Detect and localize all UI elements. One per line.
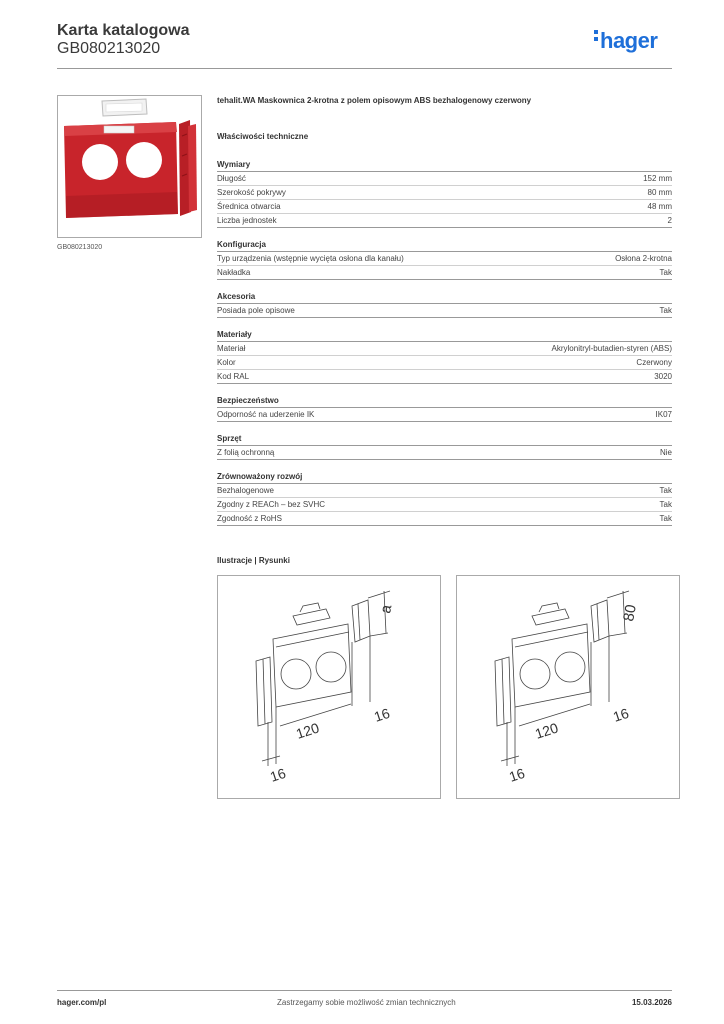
group-sustainability (217, 472, 672, 526)
dim-bottom-label: 16 (506, 764, 527, 785)
cover-plate-drawing-icon (218, 576, 440, 798)
group-title: Zrównoważony rozwój (217, 472, 672, 484)
spec-label: Z folią ochronną (217, 448, 275, 457)
spec-value: 80 mm (647, 188, 672, 197)
group-title: Materiały (217, 330, 672, 342)
logo-dots-icon (594, 30, 598, 44)
image-caption: GB080213020 (57, 244, 103, 251)
spec-label: Zgodność z RoHS (217, 514, 282, 523)
spec-value: Nie (659, 448, 672, 457)
logo-text: hager (600, 28, 658, 53)
spec-value: Tak (659, 486, 672, 495)
hager-logo (594, 28, 657, 54)
header-divider (57, 68, 672, 69)
spec-row (217, 342, 672, 356)
spec-row (217, 512, 672, 526)
spec-value: 2 (667, 216, 672, 225)
dim-width-label: 120 (293, 719, 322, 742)
spec-value: Tak (659, 500, 672, 509)
spec-value: 152 mm (643, 174, 672, 183)
spec-row (217, 200, 672, 214)
spec-value: Tak (659, 268, 672, 277)
spec-label: Kolor (217, 358, 236, 367)
spec-value: Akrylonitryl-butadien-styren (ABS) (551, 344, 672, 353)
product-code: GB080213020 (57, 40, 161, 57)
spec-label: Nakładka (217, 268, 251, 277)
spec-label: Typ urządzenia (wstępnie wycięta osłona dla kanału) (217, 254, 404, 263)
cover-plate-drawing-icon (457, 576, 679, 798)
page-title: Karta katalogowa (57, 22, 190, 39)
product-title: tehalit.WA Maskownica 2-krotna z polem opisowym ABS bezhalogenowy czerwony (217, 96, 532, 105)
footer-website-link[interactable]: hager.com/pl (57, 998, 107, 1007)
dim-side-label: 16 (610, 704, 631, 725)
spec-row (217, 252, 672, 266)
dim-bottom-label: 16 (267, 764, 288, 785)
spec-row (217, 446, 672, 460)
dim-width-label: 120 (532, 719, 561, 742)
dim-height-label: a (377, 603, 396, 615)
spec-value: Tak (659, 306, 672, 315)
spec-row (217, 186, 672, 200)
spec-row (217, 484, 672, 498)
spec-row (217, 408, 672, 422)
technical-drawing (456, 575, 680, 799)
footer-notice: Zastrzegamy sobie możliwość zmian technicznych (277, 998, 456, 1007)
spec-row (217, 214, 672, 228)
spec-row (217, 356, 672, 370)
spec-value: Czerwony (636, 358, 672, 367)
spec-label: Zgodny z REACh – bez SVHC (217, 500, 326, 509)
footer-divider (57, 990, 672, 991)
group-accessories (217, 292, 672, 318)
group-dimensions (217, 160, 672, 228)
group-title: Wymiary (217, 160, 672, 172)
spec-value: Tak (659, 514, 672, 523)
spec-row (217, 370, 672, 384)
dim-side-label: 16 (371, 704, 392, 725)
spec-row (217, 172, 672, 186)
spec-label: Materiał (217, 344, 246, 353)
spec-label: Szerokość pokrywy (217, 188, 286, 197)
spec-row (217, 304, 672, 318)
technical-properties-heading: Właściwości techniczne (217, 132, 309, 141)
red-cover-plate-icon (58, 96, 201, 237)
spec-value: IK07 (655, 410, 672, 419)
spec-value: 48 mm (647, 202, 672, 211)
spec-row (217, 498, 672, 512)
spec-label: Posiada pole opisowe (217, 306, 295, 315)
spec-label: Średnica otwarcia (217, 202, 281, 211)
illustrations-heading: Ilustracje | Rysunki (217, 556, 290, 565)
spec-label: Odporność na uderzenie IK (217, 410, 315, 419)
group-title: Sprzęt (217, 434, 672, 446)
spec-value: Osłona 2-krotna (615, 254, 672, 263)
spec-label: Bezhalogenowe (217, 486, 274, 495)
spec-label: Długość (217, 174, 246, 183)
spec-label: Kod RAL (217, 372, 250, 381)
group-title: Bezpieczeństwo (217, 396, 672, 408)
spec-row (217, 266, 672, 280)
group-title: Konfiguracja (217, 240, 672, 252)
spec-label: Liczba jednostek (217, 216, 277, 225)
group-configuration (217, 240, 672, 280)
group-equipment (217, 434, 672, 460)
group-title: Akcesoria (217, 292, 672, 304)
spec-value: 3020 (654, 372, 672, 381)
dim-height-label: 80 (620, 603, 640, 623)
footer-date: 15.03.2026 (631, 998, 672, 1007)
group-materials (217, 330, 672, 384)
product-image (57, 95, 202, 238)
group-safety (217, 396, 672, 422)
technical-content (217, 96, 672, 538)
technical-drawing (217, 575, 441, 799)
